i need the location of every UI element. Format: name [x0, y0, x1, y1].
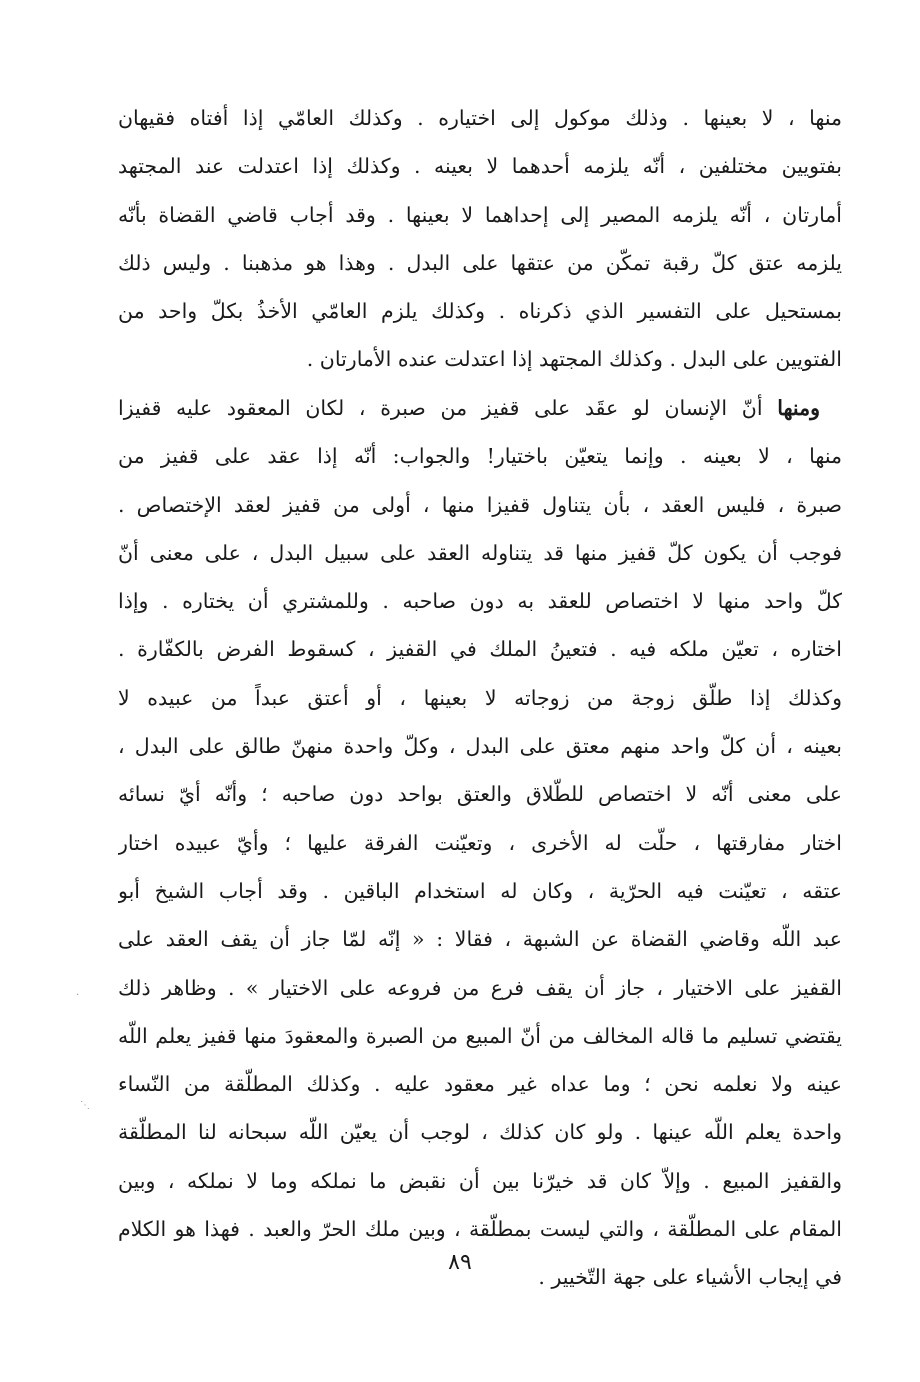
- text-line: منها ، لا بعينه . وإنما يتعيّن باختيار! والجواب: أنّه إذا عقد على قفيز من: [118, 444, 842, 469]
- text-line: منها ، لا بعينها . وذلك موكول إلى اختياره . وكذلك العامّي إذا أفتاه فقيهان: [118, 106, 842, 130]
- text-line: بفتويين مختلفين ، أنّه يلزمه أحدهما لا بعينه . وكذلك إذا اعتدلت عند المجتهد: [118, 154, 842, 179]
- text-line: كلّ واحد منها لا اختصاص للعقد به دون صاحبه . وللمشتري أن يختاره . وإذا: [118, 589, 842, 614]
- scan-speck: ·: [76, 990, 80, 1001]
- text-line: واحدة يعلم اللّه عينها . ولو كان كذلك ، لوجب أن يعيّن اللّه سبحانه لنا المطلّقة: [118, 1120, 842, 1145]
- text-line: اختار مفارقتها ، حلّت له الأخرى ، وتعيّنت الفرقة عليها ؛ وأيّ عبيده اختار: [118, 830, 842, 855]
- text-line: صبرة ، فليس العقد ، بأن يتناول قفيزا منها ، أولى من قفيز لعقد الإختصاص .: [118, 492, 842, 517]
- text-line: عبد اللّه وقاضي القضاة عن الشبهة ، فقالا : « إنّه لمّا جاز أن يقف العقد على: [118, 927, 842, 952]
- page-number: ٨٩: [448, 1250, 472, 1275]
- text-line: فوجب أن يكون كلّ قفيز منها قد يتناوله العقد على سبيل البدل ، على معنى أنّ: [118, 540, 842, 565]
- text-line: عتقه ، تعيّنت فيه الحرّية ، وكان له استخدام الباقين . وقد أجاب الشيخ أبو: [118, 878, 842, 903]
- scan-speck: ⋰: [80, 1100, 90, 1111]
- paragraph-lead-word: ومنها: [777, 396, 820, 420]
- text-line: يقتضي تسليم ما قاله المخالف من أنّ المبيع من الصبرة والمعقودَ منها قفيز يعلم اللّه: [118, 1023, 842, 1048]
- text-line: والقفيز المبيع . وإلاّ كان قد خيرّنا بين أن نقبض ما نملكه وما لا نملكه ، وبين: [118, 1168, 842, 1193]
- first-line-text: أنّ الإنسان لو عقَد على قفيز من صبرة ، لكان المعقود عليه قفيزا: [118, 396, 778, 420]
- text-line: بعينه ، أن كلّ واحد منهم معتق على البدل ، وكلّ واحدة منهنّ طالق على البدل ،: [118, 734, 842, 759]
- text-line: اختاره ، تعيّن ملكه فيه . فتعينُ الملك في القفيز ، كسقوط الفرض بالكفّارة .: [118, 637, 842, 662]
- text-line: على معنى أنّه لا اختصاص للطّلاق والعتق بواحد دون صاحبه ؛ وأنّه أيّ نسائه: [118, 782, 842, 807]
- text-line: يلزمه عتق كلّ رقبة تمكّن من عتقها على البدل . وهذا هو مذهبنا . وليس ذلك: [118, 250, 842, 275]
- text-line: القفيز على الاختيار ، جاز أن يقف فرع من فروعه على الاختيار » . وظاهر ذلك: [118, 975, 842, 1000]
- text-line: في إيجاب الأشياء على جهة التّخيير .: [538, 1265, 842, 1290]
- text-line: بمستحيل على التفسير الذي ذكرناه . وكذلك يلزم العامّي الأخذُ بكلّ واحد من: [118, 299, 842, 324]
- text-line: وكذلك إذا طلّق زوجة من زوجاته لا بعينها ، أو أعتق عبداً من عبيده لا: [118, 685, 842, 710]
- text-line: المقام على المطلّقة ، والتي ليست بمطلّقة ، وبين ملك الحرّ والعبد . فهذا هو الكلام: [118, 1217, 842, 1242]
- paragraph-2: [118, 384, 842, 1302]
- text-line: أمارتان ، أنّه يلزمه المصير إلى إحداهما لا بعينها . وقد أجاب قاضي القضاة بأنّه: [118, 202, 842, 227]
- text-line: الفتويين على البدل . وكذلك المجتهد إذا اعتدلت عنده الأمارتان .: [306, 347, 842, 372]
- text-line-first: [118, 384, 842, 432]
- paragraph-1: [118, 94, 842, 384]
- text-line: عينه ولا نعلمه نحن ؛ وما عداه غير معقود عليه . وكذلك المطلّقة من النّساء: [118, 1072, 842, 1097]
